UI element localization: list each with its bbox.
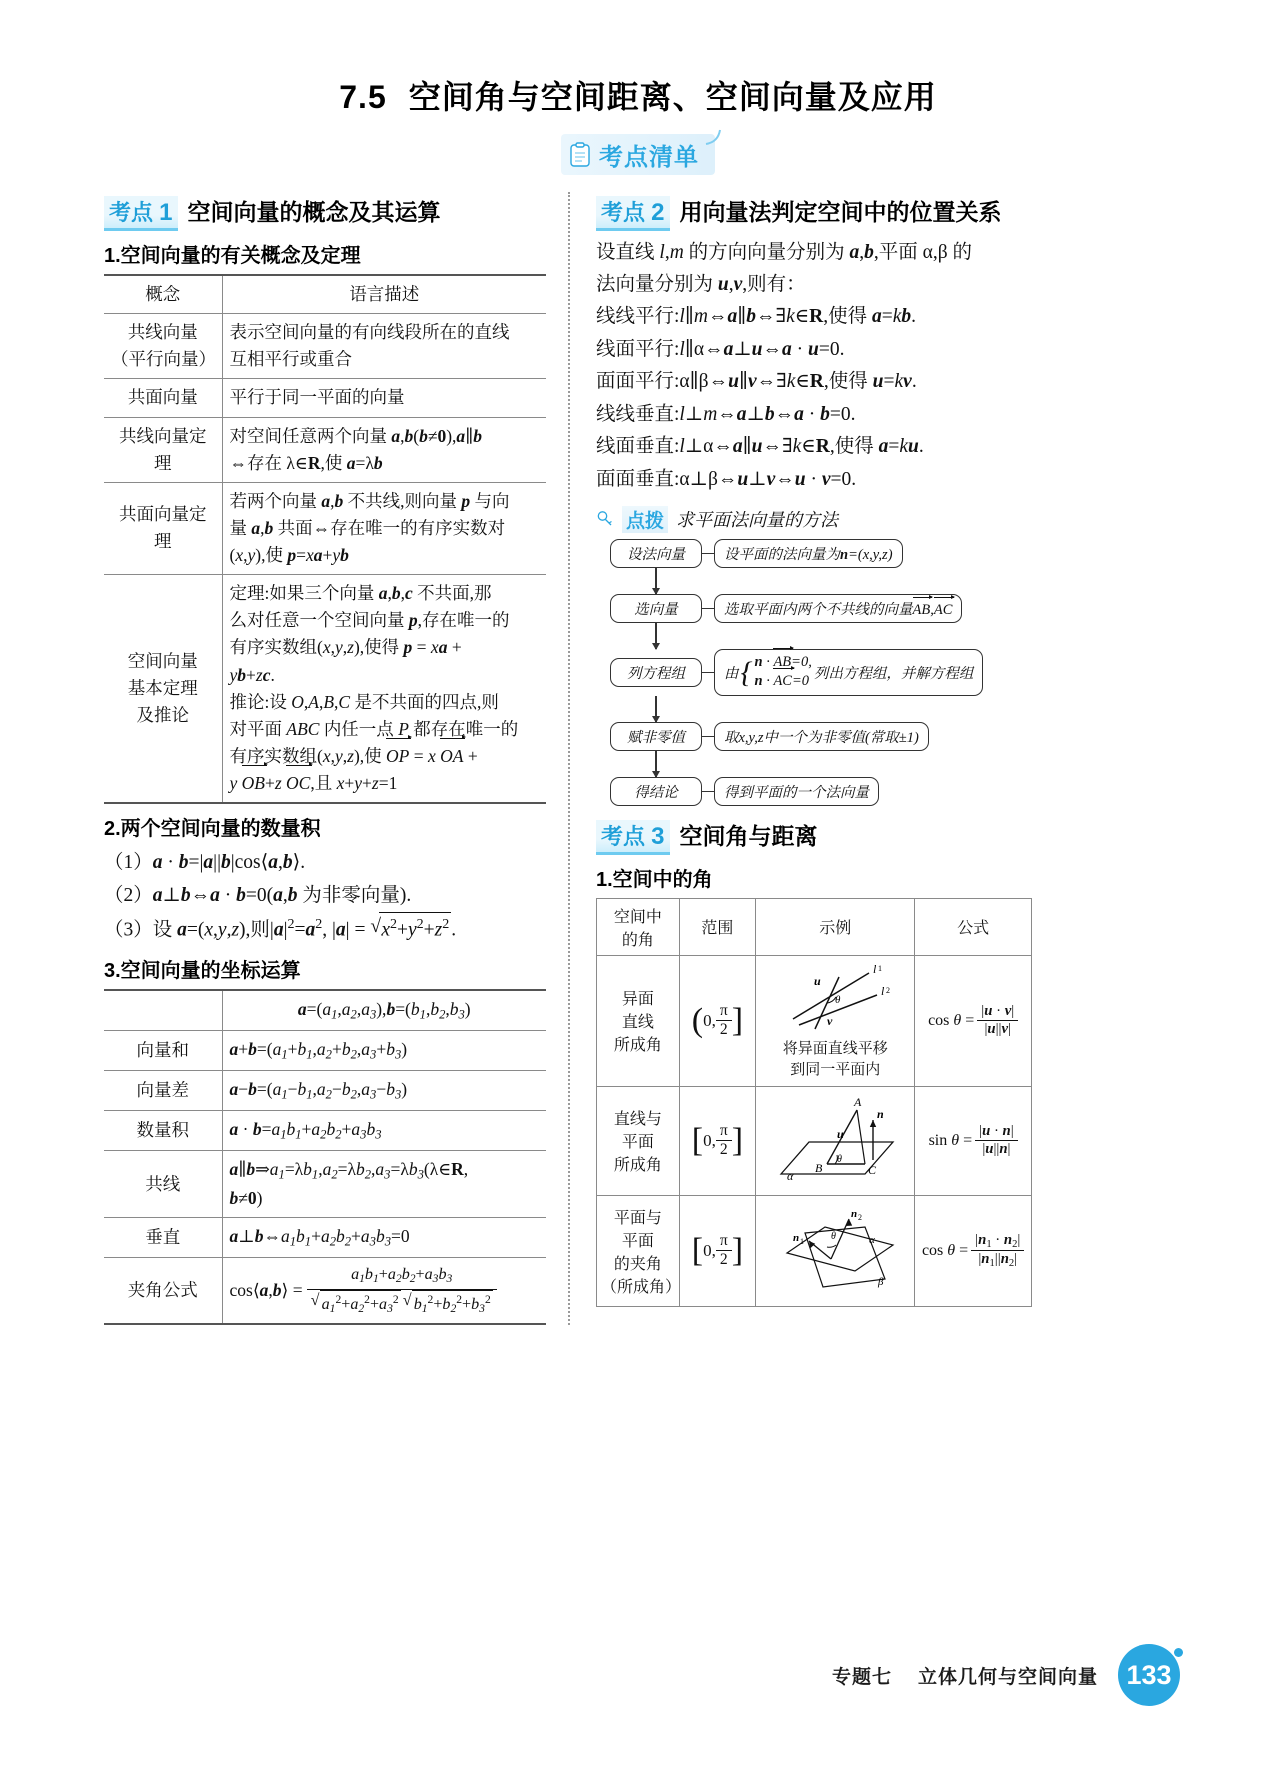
table-row: [104, 482, 546, 574]
tip-title: 求平面法向量的方法: [676, 510, 839, 531]
cell-concept: 空间向量 基本定理 及推论: [104, 575, 222, 804]
cell-formula: $a \cdot b=a_1b_1+a_2b_2+a_3b_3$: [222, 1111, 546, 1151]
cell-definition: $a=(a_1,a_2,a_3),b=(b_1,b_2,b_3)$: [222, 990, 546, 1031]
table-row: [104, 1031, 546, 1071]
table-row: [104, 1071, 546, 1111]
svg-text:2: 2: [858, 1212, 863, 1222]
table-row: [597, 955, 1032, 1086]
cell-range: [ 0, $\frac{\pi}{2}$ ]: [679, 1195, 755, 1306]
flow-connector: [702, 791, 714, 792]
svg-text:u: u: [814, 973, 821, 988]
svg-text:l: l: [873, 962, 877, 976]
flow-connector: [702, 553, 714, 554]
svg-text:A: A: [854, 1094, 862, 1109]
svg-text:C: C: [868, 1162, 877, 1177]
cell-formula: cos⟨ a , b ⟩ = $a_1b_1+a_2b_2+a_3b_3$ √ $a_1^2+a_2^2+a_3^2$ √ $b_1^2+b_2^2+b_3^2$: [222, 1258, 546, 1324]
table-row: [104, 314, 546, 379]
svg-text:θ: θ: [837, 1153, 843, 1165]
table-row: [104, 379, 546, 417]
svg-text:l: l: [881, 983, 885, 998]
flow-arrow-3: [610, 696, 702, 722]
relation-line-4: 线线垂直:l⊥m⇔a⊥b⇔a · b=0.: [596, 403, 856, 425]
relation-list: [596, 301, 1032, 495]
lead-line-1: 设直线 l,m 的方向向量分别为 a,b,平面 α,β 的: [596, 242, 973, 263]
dot-product-item-1: （1）a · b=|a||b|cos⟨a,b⟩.: [104, 852, 306, 874]
cell-example: [756, 1195, 915, 1306]
th-range: 范围: [679, 898, 755, 955]
page-number-dot: [1174, 1648, 1183, 1657]
flow-step-label: 设法向量: [610, 539, 702, 568]
cell-formula: sin θ = $\frac{|u \cdot n|}{|u||n|}$: [915, 1086, 1032, 1195]
table-row: [104, 1258, 546, 1324]
lead-line-2: 法向量分别为 u,v,则有：: [596, 273, 806, 295]
relation-line-6: 面面垂直:α⊥β⇔u⊥v⇔u · v=0.: [596, 469, 857, 491]
cell-formula: cos θ = $\frac{|u \cdot v|}{|u||v|}$: [915, 955, 1032, 1086]
kaodian-2-heading: [596, 194, 1032, 231]
flow-connector: [702, 736, 714, 737]
flow-step-label: 得结论: [610, 777, 702, 806]
kaodian-1-title: 空间向量的概念及其运算: [187, 199, 441, 225]
dot-product-item-3: （3）设 a=(x,y,z),则$|a|^2=a^2$, |a| = √ $x^2+y^2+z^2$ .: [104, 912, 546, 946]
badge-corner-flourish: [704, 128, 724, 148]
kaodian-1-heading: [104, 194, 546, 231]
cell-example: [756, 1086, 915, 1195]
kaodian-3-tag: 考点 3: [596, 820, 670, 855]
svg-text:v: v: [827, 1013, 833, 1028]
cell-angle-type: 平面与 平面 的夹角 （所成角）: [597, 1195, 680, 1306]
flow-step-5: [610, 777, 1032, 806]
skew-lines-diagram: [765, 963, 905, 1037]
cell-label: 数量积: [104, 1111, 222, 1151]
cell-description: 对空间任意两个向量 a,b(b≠0),a∥b ⇔存在 λ∈R,使 a=λb: [222, 417, 546, 482]
cell-range: [ 0, $\frac{\pi}{2}$ ]: [679, 1086, 755, 1195]
flow-connector: [702, 672, 714, 673]
flow-step-label: 赋非零值: [610, 722, 702, 751]
dot-product-list: [104, 847, 546, 946]
table-row: [597, 1195, 1032, 1306]
subsection-3-title: 3.空间向量的坐标运算: [104, 960, 301, 983]
cell-concept: 共线向量定理: [104, 417, 222, 482]
page-number-badge: 133: [1118, 1644, 1180, 1706]
flow-step-detail: 选取平面内两个不共线的向量AB,AC: [714, 594, 962, 623]
section-badge-label: 考点清单: [599, 144, 699, 171]
table-header-row: [597, 898, 1032, 955]
footer-topic: 专题七 立体几何与空间向量: [831, 1666, 1098, 1688]
svg-text:β: β: [878, 1275, 884, 1288]
cell-label: 夹角公式: [104, 1258, 222, 1324]
flow-step-2: [610, 594, 1032, 623]
left-column: [104, 192, 568, 1325]
coordinate-operations-table: [104, 989, 546, 1325]
table-row: [597, 1086, 1032, 1195]
table-row: [104, 417, 546, 482]
flow-step-label: 列方程组: [610, 658, 702, 687]
svg-text:2: 2: [886, 985, 891, 995]
flow-step-3: [610, 649, 1032, 696]
table-row: [104, 575, 546, 804]
relation-line-5: 线面垂直:l⊥α⇔a∥u⇔∃k∈R,使得 a=ku.: [596, 436, 924, 458]
cell-angle-type: 直线与 平面 所成角: [597, 1086, 680, 1195]
table-row: [104, 1151, 546, 1218]
cell-angle-type: 异面 直线 所成角: [597, 955, 680, 1086]
line-plane-angle-diagram: [765, 1094, 905, 1188]
dot-product-item-2: （2）a⊥b⇔a · b=0(a,b 为非零向量).: [104, 884, 412, 906]
table-row: [104, 1111, 546, 1151]
dihedral-angle-diagram: [765, 1203, 905, 1299]
cell-label: 向量和: [104, 1031, 222, 1071]
svg-text:1: 1: [878, 963, 883, 973]
cell-description: 若两个向量 a,b 不共线,则向量 p 与向 量 a,b 共面⇔存在唯一的有序实数对 (x,y),使 p=xa+yb: [222, 482, 546, 574]
cell-formula: $a\perp b\Leftrightarrow a_1b_1+a_2b_2+a_3b_3=0$: [222, 1218, 546, 1258]
flow-arrow-1: [610, 568, 702, 594]
section-number: 7.5: [339, 79, 387, 115]
th-example: 示例: [756, 898, 915, 955]
svg-text:n: n: [793, 1231, 800, 1244]
kaodian-3-heading: [596, 818, 1032, 855]
flow-step-4: [610, 722, 1032, 751]
kaodian-3-title: 空间角与距离: [679, 822, 818, 849]
space-angles-table: [596, 898, 1032, 1307]
cell-description: 平行于同一平面的向量: [222, 379, 546, 417]
cell-label: 垂直: [104, 1218, 222, 1258]
cell-label: 向量差: [104, 1071, 222, 1111]
flow-step-label: 选向量: [610, 594, 702, 623]
table-header-row: [104, 275, 546, 314]
th-concept: 概念: [104, 275, 222, 314]
vector-method-lead: [596, 237, 1032, 300]
th-description: 语言描述: [222, 275, 546, 314]
cell-concept: 共面向量定理: [104, 482, 222, 574]
svg-text:α: α: [787, 1168, 794, 1183]
two-column-body: [0, 176, 1276, 1325]
svg-text:θ: θ: [835, 993, 841, 1006]
svg-text:1: 1: [800, 1236, 805, 1246]
angles-subsection-title: 1.空间中的角: [596, 868, 713, 891]
tip-heading: [596, 506, 1032, 533]
section-badge: [561, 134, 715, 175]
th-formula: 公式: [915, 898, 1032, 955]
lightbulb-icon: [596, 510, 614, 528]
cell-formula: $a+b=(a_1+b_1,a_2+b_2,a_3+b_3)$: [222, 1031, 546, 1071]
flow-step-detail: 取x,y,z中一个为非零值(常取±1): [714, 722, 929, 751]
svg-text:B: B: [815, 1160, 823, 1175]
cell-empty: [104, 990, 222, 1031]
cell-example: [756, 955, 915, 1086]
normal-vector-flowchart: [610, 539, 1032, 806]
svg-text:u: u: [837, 1126, 844, 1141]
th-angle-type: 空间中 的角: [597, 898, 680, 955]
cell-label: 共线: [104, 1151, 222, 1218]
cell-formula: $a-b=(a_1-b_1,a_2-b_2,a_3-b_3)$: [222, 1071, 546, 1111]
flow-connector: [702, 608, 714, 609]
section-badge-wrap: [0, 134, 1276, 176]
kaodian-2-tag: 考点 2: [596, 196, 670, 231]
cell-formula: $a\parallel b\Rightarrow a_1=\lambda b_1,a_2=\lambda b_2,a_3=\lambda b_3(\lambda\in R$, b≠0): [222, 1151, 546, 1218]
flow-step-detail: 得到平面的一个法向量: [714, 777, 879, 806]
page-footer: [0, 1644, 1276, 1706]
svg-text:α: α: [869, 1233, 875, 1246]
cell-range: ( 0, $\frac{\pi}{2}$ ]: [679, 955, 755, 1086]
right-column: [568, 192, 1032, 1325]
svg-text:n: n: [877, 1106, 884, 1121]
flow-step-detail: 由 { n · AB=0, n · AC=0 列出方程组，并解方程组: [714, 649, 983, 696]
svg-text:n: n: [851, 1207, 858, 1220]
relation-line-2: 线面平行:l∥α⇔a⊥u⇔a · u=0.: [596, 338, 845, 360]
flow-arrow-4: [610, 751, 702, 777]
clipboard-icon: [569, 142, 591, 168]
subsection-2-title: 2.两个空间向量的数量积: [104, 818, 321, 841]
table-row: [104, 990, 546, 1031]
subsection-1-title: 1.空间向量的有关概念及定理: [104, 245, 361, 267]
table-row: [104, 1218, 546, 1258]
cell-description: 定理:如果三个向量 a,b,c 不共面,那 么对任意一个空间向量 p,存在唯一的 有序实数组(x,y,z),使得 p = xa + yb+zc. 推论:设 O,A,B,C 是不共面的四点,则 对平面 ABC 内任一点 P 都存在唯一的 有序实数组(x,y,z),使 OP = x OA + y OB+z OC,且 x+y+z=1: [222, 575, 546, 804]
relation-line-1: 线线平行:l∥m⇔a∥b⇔∃k∈R,使得 a=kb.: [596, 306, 917, 328]
cell-formula: cos θ = $\frac{|n_1 \cdot n_2|}{|n_1||n_2|}$: [915, 1195, 1032, 1306]
tip-tag: 点拨: [622, 506, 668, 533]
page-title: [0, 0, 1276, 118]
kaodian-1-tag: 考点 1: [104, 196, 178, 231]
kaodian-2-title: 用向量法判定空间中的位置关系: [679, 199, 1002, 225]
cell-concept: 共面向量: [104, 379, 222, 417]
flow-step-detail: 设平面的法向量为n=(x,y,z): [714, 539, 903, 568]
relation-line-3: 面面平行:α∥β⇔u∥v⇔∃k∈R,使得 u=kv.: [596, 371, 917, 393]
flow-step-1: [610, 539, 1032, 568]
section-title: 空间角与空间距离、空间向量及应用: [408, 79, 937, 115]
svg-text:θ: θ: [831, 1230, 837, 1242]
cell-concept: 共线向量 （平行向量）: [104, 314, 222, 379]
example-caption: 将异面直线平移 到同一平面内: [782, 1040, 888, 1078]
flow-arrow-2: [610, 623, 702, 649]
concept-table: [104, 274, 546, 804]
cell-description: 表示空间向量的有向线段所在的直线 互相平行或重合: [222, 314, 546, 379]
